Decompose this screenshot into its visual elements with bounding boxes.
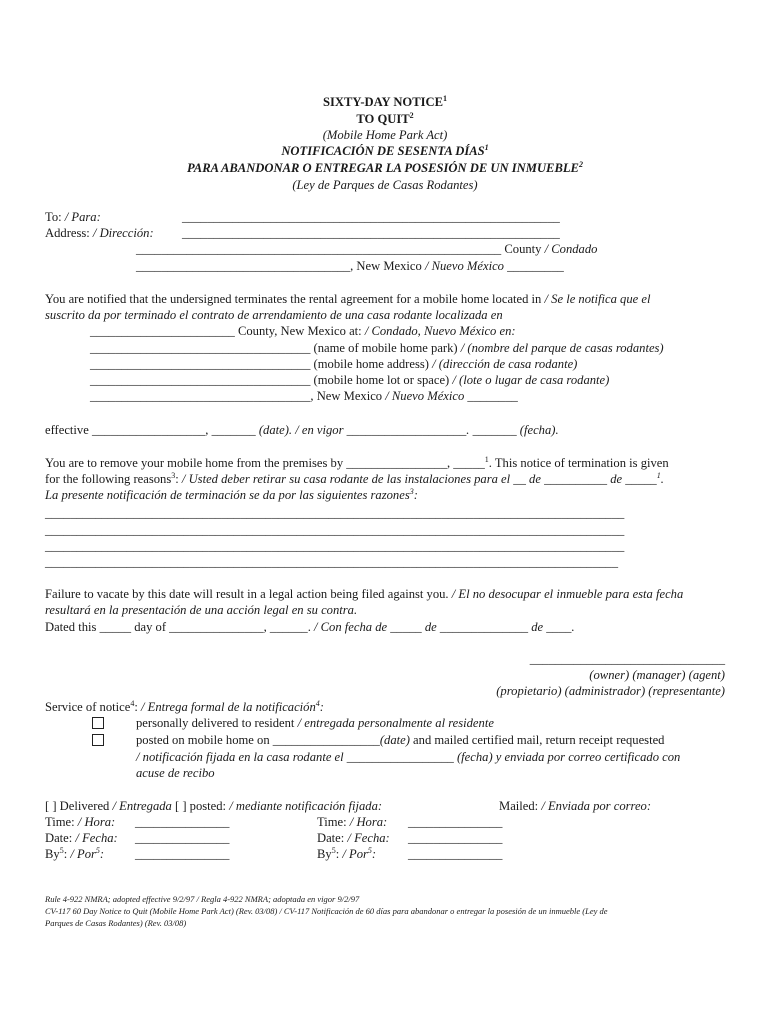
remove-by-line[interactable]: You are to remove your mobile home from the premises by ________________, _____$^1$. This notice of termination is given [45,454,669,470]
mailed-date-label: Date: / Fecha: [317,831,390,845]
by-label: By$^5$: / Por$^5$: [45,845,105,861]
footer-form-number: CV-117 60 Day Notice to Quit (Mobile Home Park Act) (Rev. 03/08) / CV-117 Notificación de 60 días para abandonar o entregar la posesión de un inmueble (Ley de [45,906,608,916]
reasons-line: for the following reasons$^3$: / Usted deber retirar su casa rodante de las instalaciones para el __ de __________ de _____$^1$. [45,470,664,486]
title-en-line-2: TO QUIT$^2$ [356,110,414,126]
title-en-line-1: SIXTY-DAY NOTICE$^1$ [322,93,448,109]
reason-blank-line[interactable]: ____________________________________________________________________________________________ [45,539,625,553]
address-field[interactable]: ____________________________________________________________ [182,226,560,240]
notice-county-field[interactable]: _______________________ County, New Mexico at: / Condado, Nuevo México en: [90,324,516,338]
notice-intro-es: suscrito da por terminado el contrato de arrendamiento de una casa rodante localizada en [45,308,503,322]
reason-blank-line[interactable]: ____________________________________________________________________________________________ [45,523,625,537]
posted-label-es-2: acuse de recibo [136,766,215,780]
notice-intro: You are notified that the undersigned terminates the rental agreement for a mobile home located in / Se le notifica que el [45,292,651,306]
dated-field[interactable]: Dated this _____ day of _______________, ______. / Con fecha de _____ de ______________ de ____. [45,620,575,634]
mailed-time-label: Time: / Hora: [317,815,388,829]
reason-blank-line[interactable]: ___________________________________________________________________________________________ [45,555,619,569]
signature-roles: (owner) (manager) (agent) [589,668,725,682]
personally-delivered-checkbox[interactable] [92,717,104,729]
footer-form-number-cont: Parques de Casas Rodantes) (Rev. 03/08) [45,918,187,928]
failure-warning-es: resultará en la presentación de una acción legal en su contra. [45,603,358,617]
date-label: Date: / Fecha: [45,831,118,845]
mobile-home-address-field[interactable]: ___________________________________ (mobile home address) / (dirección de casa rodante) [90,357,578,371]
delivered-time-field[interactable]: _______________ [135,815,230,829]
service-of-notice-label: Service of notice$^4$: / Entrega formal de la notificación$^4$: [45,698,324,714]
reasons-es-line: La presente notificación de terminación se da por las siguientes razones$^3$: [45,486,418,502]
to-label: To: / Para: [45,210,101,224]
title-es-line-1: NOTIFICACIÓN DE SESENTA DÍAS$^1$ [281,142,489,158]
posted-label: posted on mobile home on _________________(date) and mailed certified mail, return receipt requested [136,733,665,747]
mailed-by-field[interactable]: _______________ [408,847,503,861]
posted-checkbox[interactable] [92,734,104,746]
address-label: Address: / Dirección: [45,226,154,240]
failure-warning: Failure to vacate by this date will result in a legal action being filed against you. / El no desocupar el inmueble para esta fecha [45,587,684,601]
county-field[interactable]: __________________________________________________________ County / Condado [136,242,598,256]
subtitle-es: (Ley de Parques de Casas Rodantes) [292,178,478,192]
notice-state-field[interactable]: ___________________________________, New Mexico / Nuevo México ________ [90,389,518,403]
park-name-field[interactable]: ___________________________________ (name of mobile home park) / (nombre del parque de casas rodantes) [90,341,664,355]
signature-line[interactable]: _______________________________ [529,652,725,666]
posted-label-es: / notificación fijada en la casa rodante el _________________ (fecha) y enviada por correo certificado con [136,750,681,764]
signature-roles-es: (propietario) (administrador) (representante) [496,684,725,698]
personally-delivered-label: personally delivered to resident / entregada personalmente al residente [136,716,494,730]
footer-rule: Rule 4-922 NMRA; adopted effective 9/2/97 / Regla 4-922 NMRA; adoptada en vigor 9/2/97 [45,894,360,904]
delivered-posted-row[interactable]: [ ] Delivered / Entregada [ ] posted: / mediante notificación fijada: [45,799,383,813]
state-field[interactable]: __________________________________, New Mexico / Nuevo México _________ [136,259,564,273]
mailed-label: Mailed: / Enviada por correo: [499,799,652,813]
title-es-line-2: PARA ABANDONAR O ENTREGAR LA POSESIÓN DE UN INMUEBLE$^2$ [187,159,583,175]
effective-date-field[interactable]: effective __________________, _______ (date). / en vigor ___________________. _______ (fecha). [45,423,559,437]
lot-space-field[interactable]: ___________________________________ (mobile home lot or space) / (lote o lugar de casa rodante) [90,373,610,387]
mailed-by-label: By$^5$: / Por$^5$: [317,845,377,861]
time-label: Time: / Hora: [45,815,116,829]
mailed-date-field[interactable]: _______________ [408,831,503,845]
subtitle-en: (Mobile Home Park Act) [322,128,448,142]
delivered-date-field[interactable]: _______________ [135,831,230,845]
reason-blank-line[interactable]: ____________________________________________________________________________________________ [45,506,625,520]
to-field[interactable]: ____________________________________________________________ [182,210,560,224]
delivered-by-field[interactable]: _______________ [135,847,230,861]
mailed-time-field[interactable]: _______________ [408,815,503,829]
